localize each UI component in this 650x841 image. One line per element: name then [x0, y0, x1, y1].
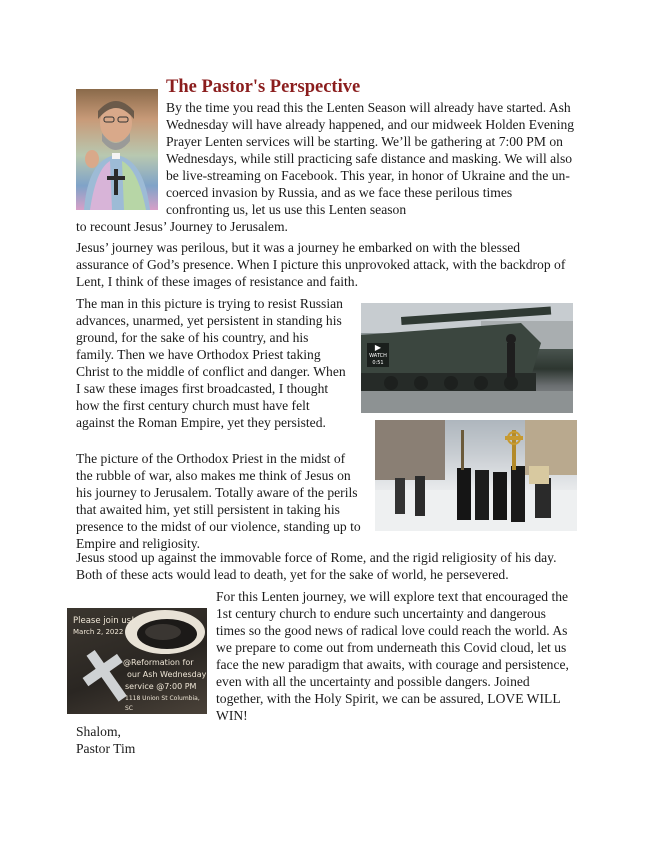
ash-card-join: Please join us!: [73, 616, 135, 626]
signoff: Shalom,: [76, 724, 121, 739]
paragraph-lenten-journey: For this Lenten journey, we will explore text that encouraged the 1st century church to endure such uncertainty and dangerous times so the good news of radical love could reach the world. As we prepare to come out from underneath this Covid cloud, let us face the new paradigm that awaits, with courage and persistence, even with all the uncertainty and possible dangers. Joined together, with the Holy Spirit, we can be assured, LOVE WILL WIN!: [216, 589, 569, 723]
ash-card-date: March 2, 2022: [73, 628, 124, 636]
article-title: The Pastor's Perspective: [166, 77, 361, 97]
ash-card-address: 1118 Union St Columbia, SC: [125, 695, 200, 712]
tank-resistance-photo: [361, 303, 573, 413]
intro-paragraph-end: to recount Jesus’ Journey to Jerusalem.: [76, 219, 288, 234]
signature: Pastor Tim: [76, 741, 136, 756]
ash-wednesday-invitation-image: [67, 608, 207, 714]
ash-card-event: our Ash Wednesday: [127, 670, 207, 679]
ash-card-time: service @7:00 PM: [125, 682, 197, 691]
paragraph-resistance: The man in this picture is trying to resist Russian advances, unarmed, yet persistent in standing his ground, for the sake of his country, and his family. Then we have Orthodox Priest taking Christ to the middle of conflict and danger. When I saw these images first broadcasted, I thought how the first century church must have felt against the Roman Empire, yet they persisted.: [76, 296, 346, 430]
ash-card-location: @Reformation for: [123, 658, 194, 667]
paragraph-journey: Jesus’ journey was perilous, but it was a journey he embarked on with the blessed assurance of God’s presence. When I picture this unprovoked attack, with the backdrop of Lent, I think of these images of resistance and faith.: [76, 240, 566, 289]
video-watch-label: WATCH: [369, 353, 387, 359]
pastor-photo: [76, 89, 158, 210]
paragraph-rome: Jesus stood up against the immovable force of Rome, and the rigid religiosity of his day. Both of these acts would lead to death, yet for the sake of world, he persevered.: [76, 550, 557, 582]
play-icon: ▶: [374, 343, 382, 352]
video-duration: 0:51: [372, 360, 384, 366]
paragraph-orthodox-priest: The picture of the Orthodox Priest in the midst of the rubble of war, also makes me think of Jesus on his journey to Jerusalem. Totally aware of the perils that awaited him, yet still persistent in taking his presence to the midst of our violence, standing up to Empire and religiosity.: [76, 451, 361, 551]
video-play-button[interactable]: [367, 343, 389, 367]
intro-paragraph: By the time you read this the Lenten Season will already have started. Ash Wednesday will have already happened, and our midweek Holden Evening Prayer Lenten services will be starting. We’ll be gathering at 7:00 PM on Wednesdays, while still practicing safe distance and masking. We will also be live-streaming on Facebook. This year, in honor of Ukraine and the un-coerced invasion by Russia, and as we face these perilous times confronting us, let us use this Lenten season: [166, 100, 575, 217]
orthodox-priests-photo: [375, 420, 577, 531]
